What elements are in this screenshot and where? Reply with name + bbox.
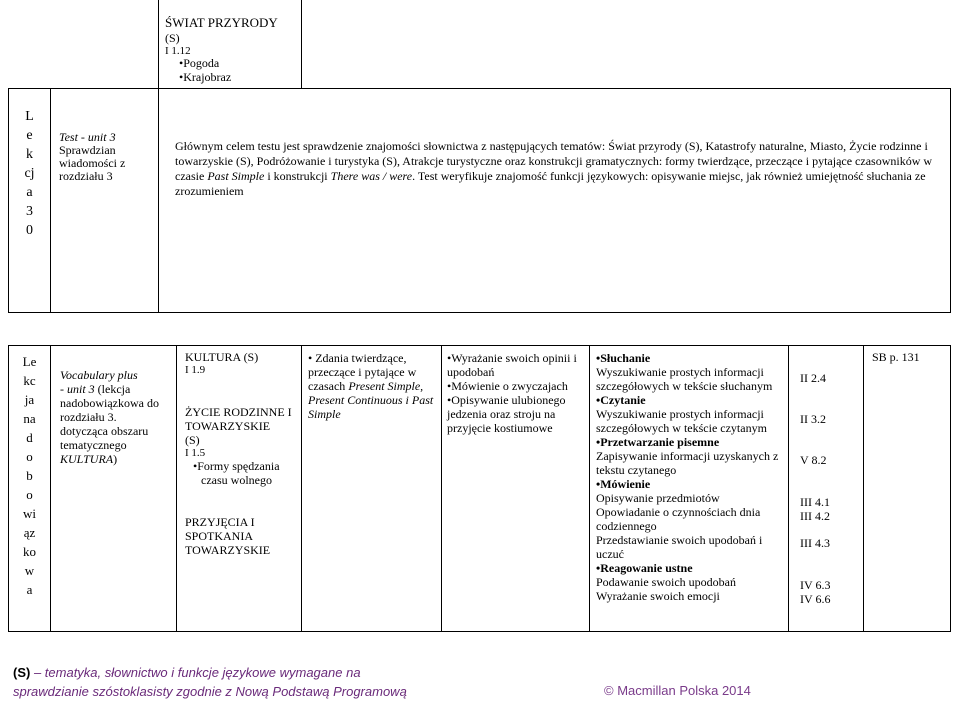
req-code: III 4.1 [800, 495, 830, 509]
sb-page-ref: SB p. 131 [872, 350, 920, 364]
top-item-2: • Krajobraz [179, 70, 231, 84]
optional-grammar-text: • Zdania twierdzące, przeczące i pytające w czasach Present Simple, Present Continuous i Past Simple [308, 351, 436, 421]
copyright: © Macmillan Polska 2014 [604, 683, 751, 698]
req-code: II 3.2 [800, 412, 826, 426]
test-desc: Sprawdzian wiadomości z rozdziału 3 [59, 143, 126, 183]
optional-skills-text: • Słuchanie Wyszukiwanie prostych informacji szczegółowych w tekście słuchanym • Czytanie Wyszukiwanie prostych informacji szczegółowych w tekście czytanym • Przetwarzanie pisemne Zapisywanie informacji uzyskanych z tekstu czytanego • Mówienie Opisywanie przedmiotów Opowiadanie o czynnościach dnia codziennego Przedstawianie swoich upodobań i uczuć • Reagowanie ustne Podawanie swoich upodobań Wyrażanie swoich emocji [596, 351, 786, 603]
req-code: IV 6.6 [800, 592, 831, 606]
optional-letter-col [8, 345, 51, 632]
top-tag: (S) [165, 31, 180, 45]
optional-topic-col [176, 345, 302, 632]
top-title: ŚWIAT PRZYRODY [165, 15, 278, 30]
test-main-description: Głównym celem testu jest sprawdzenie znajomości słownictwa z następujących tematów: Świat przyrody (S), Katastrofy naturalne, Miasto, Życie rodzinne i towarzyskie (S), Podróżowanie i turystyka (S), Atrakcje turystyczne oraz konstrukcji gramatycznych: formy twierdzące, przeczące i pytające czasowników w czasie Past Simple i konstrukcji There was / were. Test weryfikuje znajomość funkcji językowych: opisywanie miejsc, jak również umiejętność słuchania ze zrozumieniem [175, 139, 933, 198]
footer-note: (S) – tematyka, słownictwo i funkcje językowe wymagane na sprawdzianie szóstoklasisty zgodnie z Nową Podstawą Programową [13, 665, 407, 699]
optional-topic-text: KULTURA (S) I 1.9 ŻYCIE RODZINNE I TOWARZYSKIE (S) I 1.5 • Formy spędzania czasu wolnego PRZYJĘCIA I SPOTKANIA TOWARZYSKIE [185, 350, 297, 557]
optional-reqs-col [788, 345, 864, 632]
optional-title-text: Vocabulary plus - unit 3 (lekcja nadobowiązkowa do rozdziału 3. dotycząca obszaru tematycznego KULTURA) [60, 368, 159, 466]
optional-skills-col [589, 345, 789, 632]
optional-vertical-label: Le kc ja na d o b o wi ąz ko w a [22, 354, 37, 597]
optional-grammar-col [301, 345, 442, 632]
req-code: III 4.3 [800, 536, 830, 550]
req-code: III 4.2 [800, 509, 830, 523]
optional-ref-col [863, 345, 951, 632]
top-ref: I 1.12 [165, 45, 191, 57]
function-item: • Mówienie o zwyczajach [447, 379, 587, 393]
req-code: IV 6.3 [800, 578, 831, 592]
lesson30-title-col [50, 88, 159, 313]
lesson30-letter-col [8, 88, 51, 313]
req-code: II 2.4 [800, 371, 826, 385]
top-topic-cell [158, 0, 302, 89]
function-item: • Wyrażanie swoich opinii i upodobań [447, 351, 587, 379]
lesson30-vertical-label: L e k cj a 3 0 [24, 109, 35, 238]
optional-functions-col [441, 345, 590, 632]
req-code: V 8.2 [800, 453, 827, 467]
optional-functions-list [447, 351, 587, 435]
optional-title-col [50, 345, 177, 632]
function-item: • Opisywanie ulubionego jedzenia oraz stroju na przyjęcie kostiumowe [447, 393, 587, 435]
top-item-1: • Pogoda [179, 56, 219, 70]
test-title: Test - unit 3 [59, 130, 116, 144]
